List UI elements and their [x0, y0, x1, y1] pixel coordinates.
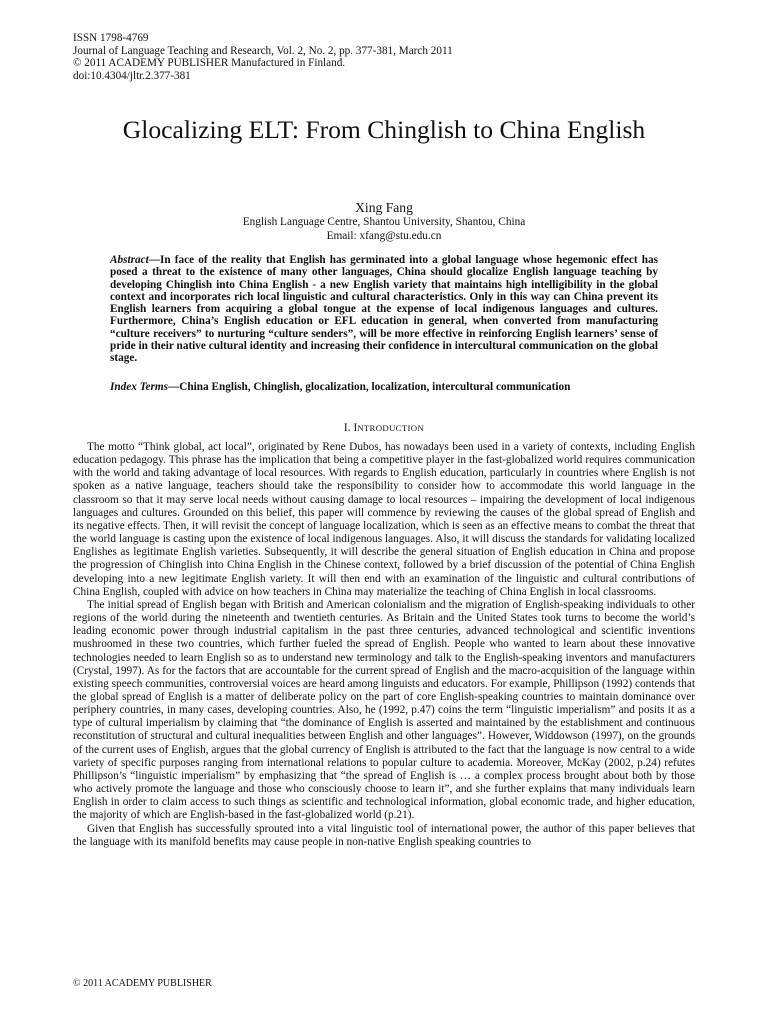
- author-email: Email: xfang@stu.edu.cn: [326, 229, 442, 242]
- journal-citation: Journal of Language Teaching and Research, Vol. 2, No. 2, pp. 377-381, March 2011: [73, 44, 453, 57]
- issn-line: ISSN 1798-4769: [73, 32, 149, 44]
- body-paragraph-1: The motto “Think global, act local”, originated by Rene Dubos, has nowadays been used in a variety of contexts, including English education pedagogy. This phrase has the implication that being a competitive player in the fast-globalized world requires communication with the world and taking advantage of local resources. With regards to English education, particularly in countries where English is not spoken as a native language, teachers should take the responsibility to consider how to accommodate this world language in the classroom so that it may serve local needs without causing damage to local resources – impairing the development of local indigenous languages and cultures. Grounded on this belief, this paper will commence by reviewing the causes of the global spread of English and its negative effects. Then, it will revisit the concept of language localization, which is seen as an effective means to combat the threat that the world language is casting upon the existence of local indigenous languages. Also, it will discuss the standards for validating localized Englishes as legitimate English varieties. Subsequently, it will describe the general situation of English education in China and propose the progression of Chinglish into China English in the Chinese context, followed by a brief discussion of the potential of China English developing into a new legitimate English variety. It will then end with an examination of the linguistic and cultural contributions of China English, coupled with advice on how teachers in China may materialize the teaching of China English in local classrooms.: [73, 441, 695, 598]
- index-terms-label: Index Terms: [110, 381, 169, 393]
- page-footer: © 2011 ACADEMY PUBLISHER: [73, 978, 212, 989]
- abstract: [110, 254, 658, 365]
- body-paragraph-3: Given that English has successfully sprouted into a vital linguistic tool of international power, the author of this paper believes that the language with its manifold benefits may cause people in non-native English speaking countries to: [73, 822, 695, 848]
- doi-line: doi:10.4304/jltr.2.377-381: [73, 69, 191, 82]
- paper-title: Glocalizing ELT: From Chinglish to China English: [122, 115, 646, 144]
- section-title-rest: NTRODUCTION: [357, 423, 425, 433]
- copyright-line: © 2011 ACADEMY PUBLISHER Manufactured in Finland.: [73, 57, 346, 70]
- author-affiliation: English Language Centre, Shantou University, Shantou, China: [242, 216, 526, 228]
- author-block: [0, 199, 768, 243]
- abstract-label: Abstract: [110, 254, 149, 266]
- section-heading: [0, 422, 768, 435]
- section-title-initial: I: [353, 422, 358, 434]
- journal-header: [73, 32, 453, 82]
- body-paragraph-2: The initial spread of English began with British and American colonialism and the migration of English-speaking individuals to other regions of the world during the nineteenth and twentieth centuries. As Britain and the United States took turns to become the world’s leading economic power through industrial capitalism in the past three centuries, advanced technological and scientific inventions mushroomed in these two countries, which further fueled the spread of English. People who wanted to learn about these innovative technologies needed to learn English so as to understand new terminology and talk to the English-speaking inventors and manufacturers (Crystal, 1997). As for the factors that are accountable for the current spread of English and the macro-acquisition of the language within existing speech communities, controversial voices are heard among linguists and educators. For example, Phillipson (1992) contends that the global spread of English is a matter of deliberate policy on the part of core English-speaking countries to maintain dominance over periphery countries, in many cases, developing countries. Also, he (1992, p.47) coins the term “linguistic imperialism” and posits it as a type of cultural imperialism by claiming that “the dominance of English is asserted and maintained by the establishment and continuous reconstitution of structural and cultural inequalities between English and other languages”. However, Widdowson (1997), on the grounds of the current uses of English, argues that the global currency of English is attributed to the fact that the language is now central to a wide variety of specific purposes ranging from international relations to popular culture to academia. Moreover, McKay (2002, p.24) refutes Phillipson’s “linguistic imperialism” by emphasizing that “the spread of English is … a complex process brought about both by those who actively promote the language and those who consciously choose to learn it”, and she further explains that many individuals learn English in order to claim access to such things as scientific and technological information, global economic trade, and higher education, the majority of which are English-based in the fast-globalized world (p.21).: [73, 598, 695, 822]
- author-name: Xing Fang: [355, 200, 413, 215]
- abstract-text: —In face of the reality that English has germinated into a global language whose hegemonic effect has posed a threat to the existence of many other languages, China should glocalize English language teaching by developing Chinglish into China English - a new English variety that maintains high intelligibility in the global context and incorporates rich local linguistic and cultural characteristics. Only in this way can China prevent its English learners from acquiring a global tongue at the expense of local indigenous languages and cultures. Furthermore, China’s English education or EFL education in general, when converted from manufacturing “culture receivers” to nurturing “culture senders”, will be more effective in reinforcing English learners’ sense of pride in their native cultural identity and increasing their confidence in intercultural communication on the global stage.: [110, 254, 658, 365]
- section-number: I.: [343, 422, 351, 434]
- index-terms: [110, 381, 658, 393]
- index-terms-text: —China English, Chinglish, glocalization, localization, intercultural communication: [168, 381, 571, 393]
- body-text: [73, 441, 695, 849]
